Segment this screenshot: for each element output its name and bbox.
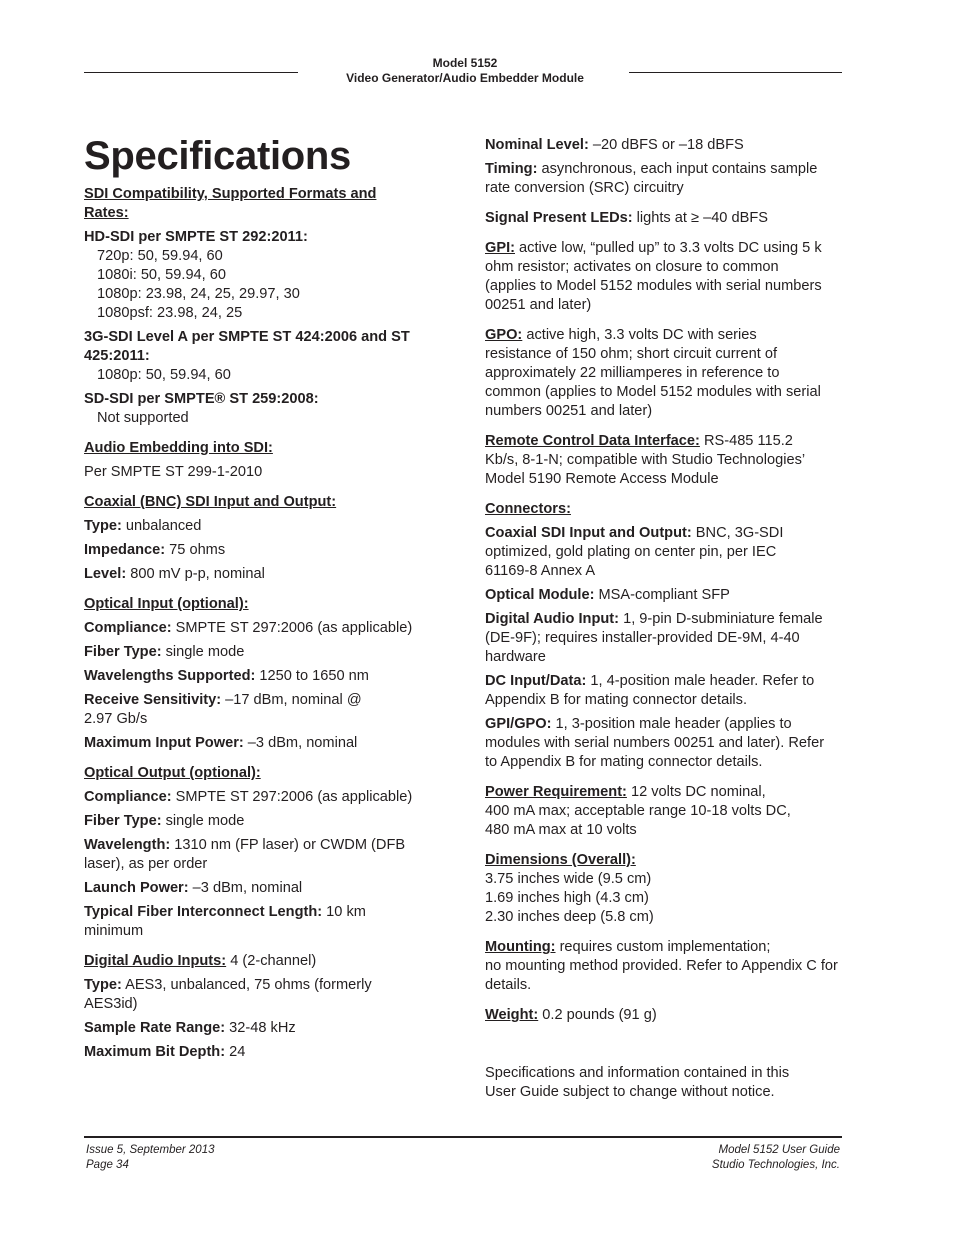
header-subtitle: Video Generator/Audio Embedder Module (346, 71, 584, 85)
coax-heading: Coaxial (BNC) SDI Input and Output: (84, 494, 337, 510)
conn-optical-module: Optical Module: MSA-compliant SFP (485, 587, 730, 603)
optout-fiber-length: Typical Fiber Interconnect Length: 10 km minimum (84, 904, 366, 939)
optin-sensitivity: Receive Sensitivity: –17 dBm, nominal @ 2.97 Gb/s (84, 692, 362, 727)
dai-type: Type: AES3, unbalanced, 75 ohms (formerly AES3id) (84, 977, 372, 1012)
dimension-depth: 2.30 inches deep (5.8 cm) (485, 909, 654, 925)
digital-audio-inputs: Digital Audio Inputs: 4 (2-channel) (84, 953, 317, 969)
header-model: Model 5152 (432, 56, 498, 70)
connectors-heading: Connectors: (485, 501, 571, 517)
power-line-2: 400 mA max; acceptable range 10-18 volts DC, (485, 803, 791, 819)
dimension-width: 3.75 inches wide (9.5 cm) (485, 871, 652, 887)
header-rule-left (84, 72, 298, 73)
running-header (300, 56, 630, 86)
sd-sdi-label: SD-SDI per SMPTE® ST 259:2008: (84, 391, 319, 407)
hd-format-4: 1080psf: 23.98, 24, 25 (97, 305, 243, 321)
sdi-heading: SDI Compatibility, Supported Formats and Rates: (84, 186, 377, 221)
coax-type: Type: unbalanced (84, 518, 202, 534)
optout-compliance: Compliance: SMPTE ST 297:2006 (as applicable) (84, 789, 413, 805)
conn-dc-input: DC Input/Data: 1, 4-position male header. Refer to Appendix B for mating connector details. (485, 673, 815, 708)
dimension-height: 1.69 inches high (4.3 cm) (485, 890, 649, 906)
gpo-spec: GPO: active high, 3.3 volts DC with series resistance of 150 ohm; short circuit current of approximately 22 milliamperes in reference to common (applies to Model 5152 modules with serial numbers 00251 and later) (485, 327, 821, 419)
dimensions-heading: Dimensions (Overall): (485, 852, 636, 868)
3g-format-1: 1080p: 50, 59.94, 60 (97, 367, 231, 383)
left-column (84, 134, 444, 1062)
mounting: Mounting: requires custom implementation; (485, 939, 771, 955)
audio-embedding-text: Per SMPTE ST 299-1-2010 (84, 464, 263, 480)
conn-gpi-gpo: GPI/GPO: 1, 3-position male header (applies to modules with serial numbers 00251 and later). Refer to Appendix B for mating connector details. (485, 716, 825, 770)
weight: Weight: 0.2 pounds (91 g) (485, 1007, 657, 1023)
coax-impedance: Impedance: 75 ohms (84, 542, 226, 558)
coax-level: Level: 800 mV p-p, nominal (84, 566, 265, 582)
hd-format-2: 1080i: 50, 59.94, 60 (97, 267, 227, 283)
footer-issue: Issue 5, September 2013 (86, 1144, 215, 1156)
footer-left (86, 1143, 215, 1173)
header-rule-right (629, 72, 842, 73)
footer-right (712, 1143, 840, 1173)
optin-compliance: Compliance: SMPTE ST 297:2006 (as applicable) (84, 620, 413, 636)
optout-fiber-type: Fiber Type: single mode (84, 813, 245, 829)
optin-fiber-type: Fiber Type: single mode (84, 644, 245, 660)
power-line-3: 480 mA max at 10 volts (485, 822, 637, 838)
conn-coax-sdi: Coaxial SDI Input and Output: BNC, 3G-SDI optimized, gold plating on center pin, per IEC 61169-8 Annex A (485, 525, 784, 579)
optin-max-power: Maximum Input Power: –3 dBm, nominal (84, 735, 358, 751)
change-notice: Specifications and information contained in this User Guide subject to change without notice. (485, 1065, 790, 1100)
power-requirement: Power Requirement: 12 volts DC nominal, (485, 784, 766, 800)
footer-rule (84, 1136, 842, 1138)
sd-format-1: Not supported (97, 410, 189, 426)
audio-embedding-heading: Audio Embedding into SDI: (84, 440, 273, 456)
optical-output-heading: Optical Output (optional): (84, 765, 261, 781)
hd-format-3: 1080p: 23.98, 24, 25, 29.97, 30 (97, 286, 300, 302)
dai-sample-rate: Sample Rate Range: 32-48 kHz (84, 1020, 296, 1036)
footer-guide-title: Model 5152 User Guide (718, 1144, 840, 1156)
dai-bit-depth: Maximum Bit Depth: 24 (84, 1044, 246, 1060)
footer-page-number: Page 34 (86, 1159, 129, 1171)
signal-present-leds: Signal Present LEDs: lights at ≥ –40 dBFS (485, 210, 768, 226)
hd-sdi-label: HD-SDI per SMPTE ST 292:2011: (84, 229, 308, 245)
optin-wavelengths: Wavelengths Supported: 1250 to 1650 nm (84, 668, 369, 684)
mounting-detail: no mounting method provided. Refer to Appendix C for details. (485, 958, 838, 993)
conn-digital-audio: Digital Audio Input: 1, 9-pin D-subminiature female (DE-9F); requires installer-provided DE-9M, 4-40 hardware (485, 611, 823, 665)
gpi-spec: GPI: active low, “pulled up” to 3.3 volts DC using 5 k ohm resistor; activates on closure to common (applies to Model 5152 modules with serial numbers 00251 and later) (485, 240, 822, 313)
nominal-level: Nominal Level: –20 dBFS or –18 dBFS (485, 137, 744, 153)
hd-format-1: 720p: 50, 59.94, 60 (97, 248, 223, 264)
3g-sdi-label: 3G-SDI Level A per SMPTE ST 424:2006 and ST 425:2011: (84, 329, 410, 364)
optical-input-heading: Optical Input (optional): (84, 596, 249, 612)
page-title: Specifications (84, 134, 351, 178)
footer-company: Studio Technologies, Inc. (711, 1159, 840, 1171)
optout-wavelength: Wavelength: 1310 nm (FP laser) or CWDM (DFB laser), as per order (84, 837, 406, 872)
remote-control-spec: Remote Control Data Interface: RS-485 115.2 Kb/s, 8-1-N; compatible with Studio Technologies’ Model 5190 Remote Access Module (485, 433, 805, 487)
optout-launch-power: Launch Power: –3 dBm, nominal (84, 880, 303, 896)
timing: Timing: asynchronous, each input contains sample rate conversion (SRC) circuitry (485, 161, 818, 196)
right-column (485, 136, 843, 1102)
